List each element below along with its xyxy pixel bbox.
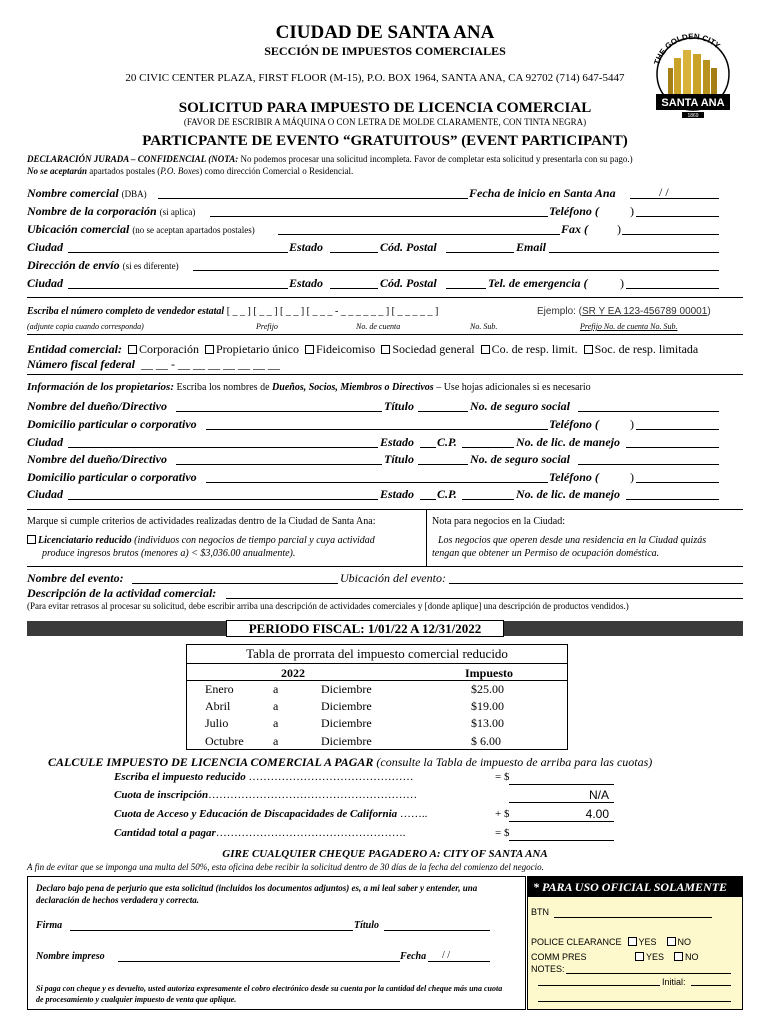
calc-row-label: Cantidad total a pagar……………………………………………. <box>114 827 406 839</box>
vendor-sub-adjunte: (adjunte copia cuando corresponda) <box>27 322 144 331</box>
btn-label: BTN <box>531 907 549 917</box>
owners-intro: Información de los propietarios: Escriba los nombres de Dueños, Socios, Miembros o Directivos – Use hojas adicionales si es necesario <box>27 381 591 393</box>
fecha-slashes: / / <box>659 185 669 199</box>
prorate-to: Diciembre <box>321 682 372 696</box>
fiscal-number-row: Número fiscal federal __ __ - __ __ __ __ __ __ __ <box>27 357 280 371</box>
city-title: CIUDAD DE SANTA ANA <box>275 22 495 43</box>
prorate-from: Enero <box>205 682 234 696</box>
owner1-seguro-label: No. de seguro social <box>470 399 570 413</box>
titulo-sig-label: Título <box>354 920 380 931</box>
tel-emergencia-close: ) <box>620 276 624 290</box>
logo-top-text: THE GOLDEN CITY <box>652 31 722 66</box>
calc-row-sign: = $ <box>495 771 510 783</box>
owner2-ciudad-field[interactable] <box>68 499 378 500</box>
reduced-licensee-checkbox[interactable] <box>27 535 36 544</box>
fiscal-number-field[interactable]: __ __ - __ __ __ __ __ __ __ <box>140 357 280 371</box>
telefono-label: Teléfono ( <box>549 204 599 218</box>
telefono-field[interactable] <box>636 216 719 217</box>
ciudad2-label: Ciudad <box>27 276 64 290</box>
email-label: Email <box>516 240 547 254</box>
titulo-sig-field[interactable] <box>384 930 490 931</box>
estado-field[interactable] <box>330 252 378 253</box>
prorate-row <box>187 733 567 750</box>
owner2-cp-label: C.P. <box>437 487 457 501</box>
owner2-ciudad-label: Ciudad <box>27 487 64 501</box>
owner1-telefono-close: ) <box>630 417 634 431</box>
event-ubicacion-label: Ubicación del evento: <box>340 571 446 585</box>
prorate-table-title: Tabla de prorrata del impuesto comercial reducido <box>246 646 508 661</box>
owner1-domicilio-field[interactable] <box>206 429 548 430</box>
police-clearance-row: POLICE CLEARANCE YES NO <box>531 937 692 947</box>
notes-field-2[interactable] <box>538 985 660 986</box>
cod-postal-label: Cód. Postal <box>380 240 437 254</box>
telefono-close: ) <box>630 204 634 218</box>
entity-row: Entidad comercial: Corporación Propietario único Fideicomiso Sociedad general Co. de resp. limit. Soc. de resp. limitada <box>27 342 699 356</box>
prorate-from: Abril <box>205 699 231 714</box>
event-title: PARTICPANTE DE EVENTO “GRATUITOUS” (EVENT PARTICIPANT) <box>142 133 628 149</box>
owner1-lic-field[interactable] <box>626 447 719 448</box>
divider <box>27 334 743 335</box>
cheque-instruction: GIRE CUALQUIER CHEQUE PAGADERO A: CITY OF SANTA ANA <box>222 848 548 860</box>
owner1-nombre-label: Nombre del dueño/Directivo <box>27 399 167 413</box>
official-use-box <box>527 876 743 1010</box>
direccion-envio-label: Dirección de envío (si es diferente) <box>27 258 179 272</box>
prorate-col-tax: Impuesto <box>465 666 514 680</box>
comm-pres-options: YES NO <box>632 952 699 962</box>
divider <box>27 566 743 567</box>
police-yes-checkbox[interactable] <box>628 937 637 946</box>
address: 20 CIVIC CENTER PLAZA, FIRST FLOOR (M-15), P.O. BOX 1964, SANTA ANA, CA 92702 (714) 647-5447 <box>125 72 625 84</box>
firma-field[interactable] <box>70 930 353 931</box>
owner1-titulo-field[interactable] <box>418 411 468 412</box>
owner2-titulo-field[interactable] <box>418 464 468 465</box>
notes-label: NOTES: <box>531 964 565 974</box>
declaration-line2: No se aceptarán apartados postales (P.O. Boxes) como dirección Comercial o Residencial. <box>27 166 354 176</box>
calc-row-sign: = $ <box>495 827 510 839</box>
owner2-seguro-field[interactable] <box>578 464 719 465</box>
criteria-left-title: Marque si cumple criterios de actividades realizadas dentro de la Ciudad de Santa Ana: <box>27 516 376 527</box>
owner2-titulo-label: Título <box>384 452 415 466</box>
section-title: SECCIÓN DE IMPUESTOS COMERCIALES <box>264 44 506 58</box>
prorate-tax: $19.00 <box>471 699 504 714</box>
direccion-envio-field[interactable] <box>193 270 719 271</box>
prorate-tax: $ 6.00 <box>471 733 501 748</box>
criteria-left-line2: produce ingresos brutos (menores a) < $3,036.00 anualmente). <box>42 548 296 559</box>
ubicacion-field[interactable] <box>278 234 560 235</box>
owner2-telefono-label: Teléfono ( <box>549 470 599 484</box>
fax-field[interactable] <box>622 234 719 235</box>
fecha-sig-label: Fecha <box>400 951 427 962</box>
prorate-a: a <box>273 716 279 731</box>
vendor-sub-example: Prefijo No. de cuenta No. Sub. <box>580 322 678 331</box>
owner1-cp-label: C.P. <box>437 435 457 449</box>
event-descripcion-field[interactable] <box>226 598 743 599</box>
owner1-telefono-field[interactable] <box>636 429 719 430</box>
logo-name: SANTA ANA <box>661 97 725 109</box>
nombre-corporacion-label: Nombre de la corporación (si aplica) <box>27 204 196 218</box>
form-subtitle: (FAVOR DE ESCRIBIR A MÁQUINA O CON LETRA DE MOLDE CLARAMENTE, CON TINTA NEGRA) <box>183 117 587 127</box>
calc-row-field[interactable] <box>509 784 614 785</box>
prorate-from: Octubre <box>205 733 244 748</box>
nombre-corporacion-field[interactable] <box>210 216 548 217</box>
nombre-comercial-label: Nombre comercial (DBA) <box>27 186 147 200</box>
declaration-line1: DECLARACIÓN JURADA – CONFIDENCIAL (NOTA: No podemos procesar una solicitud incompleta. Favor de completar esta solicitud y presentarla con su pago.) <box>27 154 633 164</box>
calc-row-field[interactable] <box>509 840 614 841</box>
declaro-text: Declaro bajo pena de perjurio que esta solicitud (incluidos los documentos adjuntos) es, a mi leal saber y entender, una declaración de hechos verdadera y correcta. <box>36 883 478 905</box>
event-note: (Para evitar retrasos al procesar su solicitud, debe escribir arriba una descripción de actividades comerciales y [donde aplique] una descripción de productos vendidos.) <box>27 601 629 611</box>
estado2-field[interactable] <box>330 288 378 289</box>
cod-postal2-label: Cód. Postal <box>380 276 437 290</box>
owner2-domicilio-label: Domicilio particular o corporativo <box>27 470 197 484</box>
prorate-row <box>187 715 567 732</box>
prorate-to: Diciembre <box>321 716 372 731</box>
prorate-table-box <box>186 644 568 750</box>
owner1-lic-label: No. de lic. de manejo <box>516 435 620 449</box>
vendor-sub-prefijo: Prefijo <box>256 322 278 331</box>
vendor-label: Escriba el número completo de vendedor estatal [ _ _ ] [ _ _ ] [ _ _ ] [ _ _ _ - _ _ _ _ _ _ ] [ _ _ _ _ _ ] <box>27 306 439 317</box>
email-field[interactable] <box>549 252 719 253</box>
logo-year: 1869 <box>687 113 699 119</box>
owner1-estado-label: Estado <box>380 435 415 449</box>
signature-box <box>27 876 526 1010</box>
nombre-comercial-field[interactable] <box>158 198 468 199</box>
entity-checkbox-soc-resp[interactable] <box>584 345 593 354</box>
divider <box>27 374 743 375</box>
owner1-ciudad-label: Ciudad <box>27 435 64 449</box>
comm-no-checkbox[interactable] <box>674 952 683 961</box>
firma-label: Firma <box>36 920 63 931</box>
criteria-right-line2: tengan que obtener un Permiso de ocupación doméstica. <box>432 548 660 559</box>
initial-field[interactable] <box>691 985 731 986</box>
owner2-lic-field[interactable] <box>626 499 719 500</box>
calc-row-field[interactable] <box>509 802 614 803</box>
prorate-to: Diciembre <box>321 733 372 748</box>
cod-postal2-field[interactable] <box>446 288 486 289</box>
vendor-number-field[interactable]: [ _ _ ] [ _ _ ] [ _ _ ] [ _ _ _ - _ _ _ _ _ _ ] [ _ _ _ _ _ ] <box>226 306 439 317</box>
fecha-sig-field[interactable] <box>428 961 490 962</box>
divider <box>27 509 743 510</box>
calc-title: CALCULE IMPUESTO DE LICENCIA COMERCIAL A PAGAR (consulte la Tabla de impuesto de arriba para las cuotas) <box>48 755 653 769</box>
police-no-checkbox[interactable] <box>667 937 676 946</box>
ciudad-label: Ciudad <box>27 240 64 254</box>
event-descripcion-label: Descripción de la actividad comercial: <box>27 586 217 600</box>
entity-checkbox-co-resp[interactable] <box>481 345 490 354</box>
owner1-ciudad-field[interactable] <box>68 447 378 448</box>
comm-pres-label: COMM PRES <box>531 952 587 962</box>
comm-yes-checkbox[interactable] <box>635 952 644 961</box>
owner1-telefono-label: Teléfono ( <box>549 417 599 431</box>
calc-row-value: 4.00 <box>585 807 609 821</box>
calc-row-label: Escriba el impuesto reducido ……………………………………… <box>114 771 414 783</box>
criteria-right-line1: Los negocios que operen desde una residencia en la Ciudad quizás <box>438 535 707 546</box>
entity-checkbox-corporacion[interactable] <box>128 345 137 354</box>
ciudad-field[interactable] <box>68 252 288 253</box>
prorate-row <box>187 681 567 698</box>
notes-field-3[interactable] <box>538 1001 731 1002</box>
notes-field-1[interactable] <box>566 973 731 974</box>
entity-checkbox-fideicomiso[interactable] <box>305 345 314 354</box>
nombre-impreso-label: Nombre impreso <box>36 951 105 962</box>
fax-close: ) <box>617 222 621 236</box>
vendor-example: Ejemplo: (SR Y EA 123-456789 00001) <box>537 306 711 317</box>
owner1-cp-field[interactable] <box>462 447 514 448</box>
owner2-domicilio-field[interactable] <box>206 482 548 483</box>
ubicacion-label: Ubicación comercial (no se aceptan apartados postales) <box>27 222 255 236</box>
form-title: SOLICITUD PARA IMPUESTO DE LICENCIA COMERCIAL <box>178 100 592 116</box>
estado-label: Estado <box>289 240 324 254</box>
calc-row-label: Cuota de inscripción………………………………………………… <box>114 789 418 801</box>
owner2-estado-label: Estado <box>380 487 415 501</box>
owner2-estado-field[interactable] <box>420 499 436 500</box>
owner2-telefono-field[interactable] <box>636 482 719 483</box>
fecha-inicio-label: Fecha de inicio en Santa Ana <box>469 186 616 200</box>
prorate-a: a <box>273 733 279 748</box>
owner2-nombre-field[interactable] <box>176 464 382 465</box>
event-nombre-label: Nombre del evento: <box>27 571 124 585</box>
fax-label: Fax ( <box>561 222 588 236</box>
event-nombre-field[interactable] <box>132 583 338 584</box>
prorate-from: Julio <box>205 716 229 731</box>
divider <box>27 297 743 298</box>
tel-emergencia-label: Tel. de emergencia ( <box>488 276 588 290</box>
owner2-lic-label: No. de lic. de manejo <box>516 487 620 501</box>
owner2-nombre-label: Nombre del dueño/Directivo <box>27 452 167 466</box>
nombre-impreso-field[interactable] <box>118 961 400 962</box>
owner1-domicilio-label: Domicilio particular o corporativo <box>27 417 197 431</box>
owner2-cp-field[interactable] <box>462 499 514 500</box>
owner1-estado-field[interactable] <box>420 447 436 448</box>
prorate-tax: $13.00 <box>471 716 504 731</box>
ciudad2-field[interactable] <box>68 288 288 289</box>
vendor-sub-nosub: No. Sub. <box>470 322 498 331</box>
prorate-col-year: 2022 <box>281 666 305 680</box>
prorate-tax: $25.00 <box>471 682 504 696</box>
criteria-left-line1: Licenciatario reducido (individuos con negocios de tiempo parcial y cuya actividad <box>27 535 375 546</box>
fecha-inicio-field[interactable] <box>630 198 719 199</box>
event-ubicacion-field[interactable] <box>449 583 743 584</box>
owner2-telefono-close: ) <box>630 470 634 484</box>
tel-emergencia-field[interactable] <box>626 288 719 289</box>
official-use-title: * PARA USO OFICIAL SOLAMENTE <box>528 877 742 897</box>
owner1-titulo-label: Título <box>384 399 415 413</box>
owner1-nombre-field[interactable] <box>176 411 382 412</box>
prorate-row <box>187 698 567 715</box>
calc-row-label: Cuota de Acceso y Educación de Discapacidades de California …….. <box>114 808 428 820</box>
owner2-seguro-label: No. de seguro social <box>470 452 570 466</box>
prorate-to: Diciembre <box>321 699 372 714</box>
estado2-label: Estado <box>289 276 324 290</box>
fecha-sig-slashes: / / <box>442 950 451 961</box>
initial-label: Initial: <box>662 977 686 987</box>
criteria-right-title: Nota para negocios en la Ciudad: <box>432 516 566 527</box>
calc-row-value: N/A <box>588 788 609 802</box>
cheque-note: Si paga con cheque y es devuelto, usted autoriza expresamente el cobro electrónico desde su cuenta por la cantidad del cheque más una cuota de procesamiento y cualquier impuesto de venta que aplique. <box>36 984 503 1004</box>
entity-checkbox-propietario[interactable] <box>205 345 214 354</box>
vendor-sub-cuenta: No. de cuenta <box>356 322 401 331</box>
penalty-note: A fin de evitar que se imponga una multa del 50%, esta oficina debe recibir la solicitud dentro de 30 días de la fecha del comienzo del negocio. <box>27 862 544 872</box>
prorate-a: a <box>273 699 279 714</box>
criteria-divider <box>426 509 427 566</box>
btn-field[interactable] <box>554 917 712 918</box>
entity-checkbox-sociedad-general[interactable] <box>381 345 390 354</box>
prorate-a: a <box>273 682 279 696</box>
fiscal-banner: PERIODO FISCAL: 1/01/22 A 12/31/2022 <box>226 620 504 637</box>
owner1-seguro-field[interactable] <box>578 411 719 412</box>
calc-row-field[interactable] <box>509 821 614 822</box>
calc-row-sign: + $ <box>495 808 510 820</box>
cod-postal-field[interactable] <box>446 252 514 253</box>
